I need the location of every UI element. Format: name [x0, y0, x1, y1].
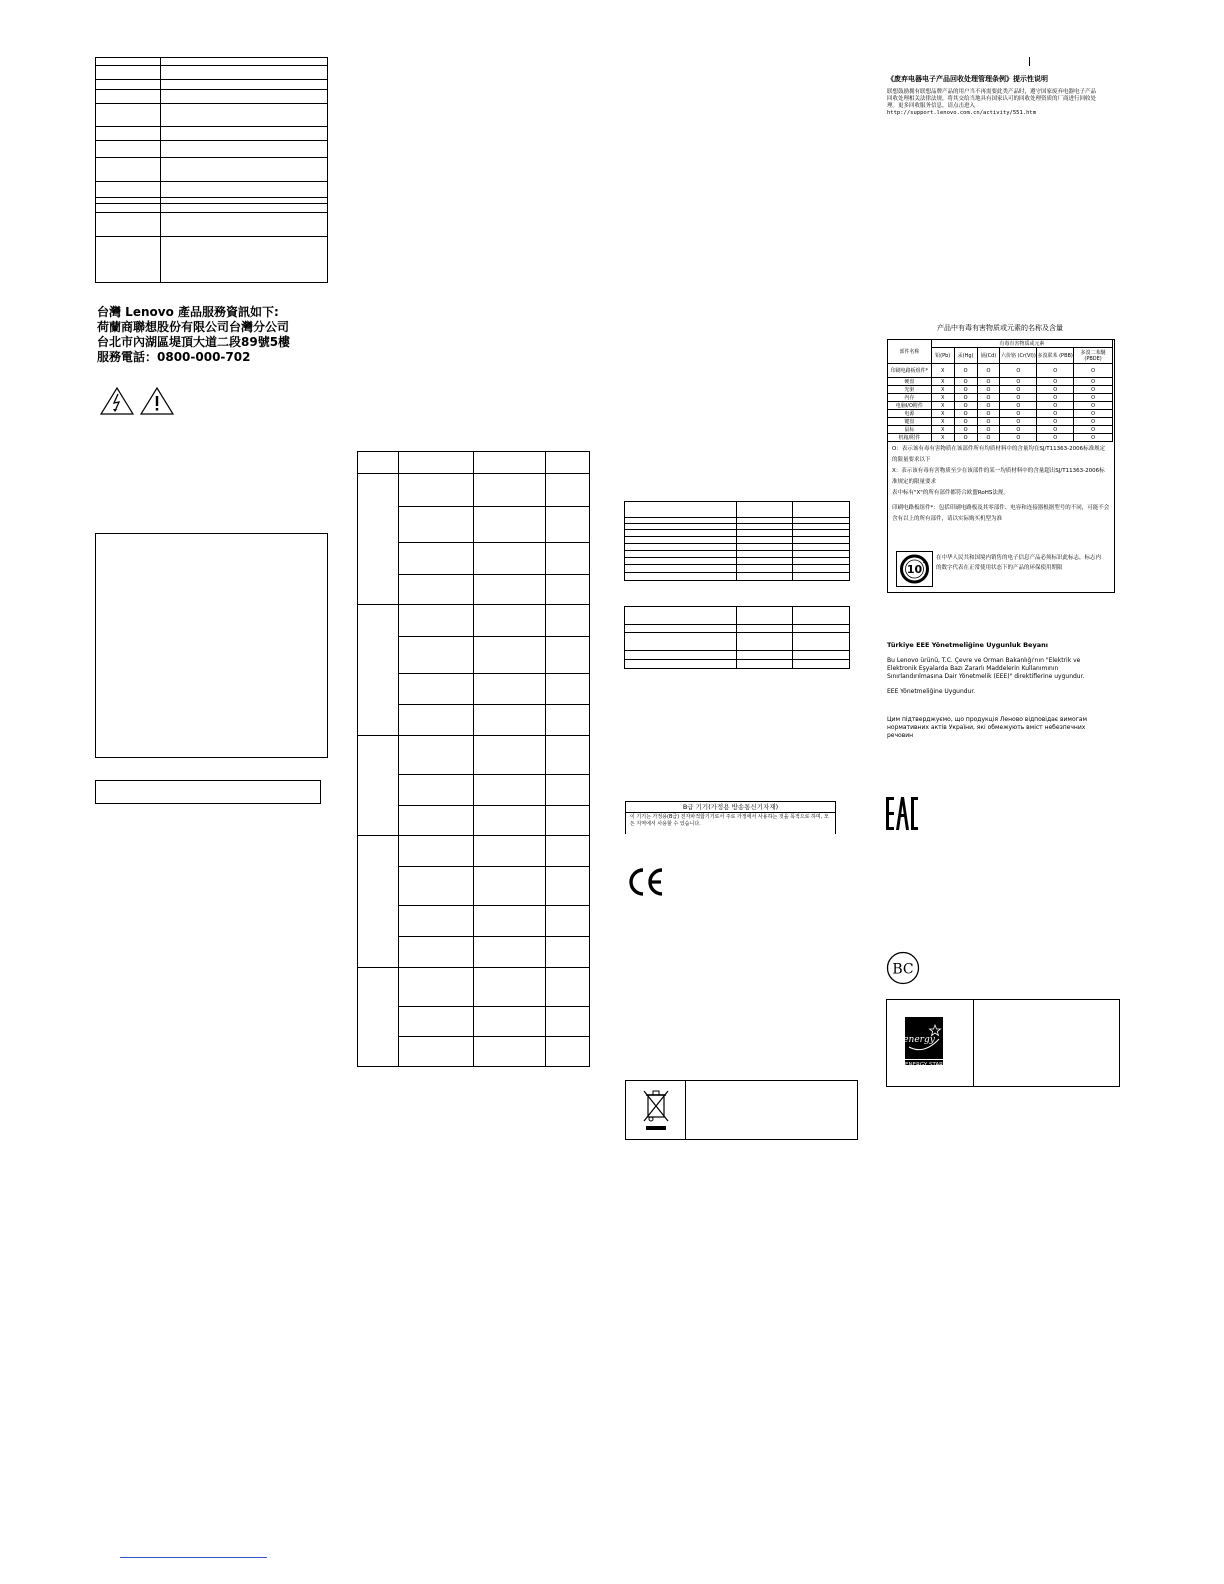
hazard-note-rohs: 表中标有"X"的所有部件都符合欧盟RoHS法规。 — [892, 490, 1009, 496]
korea-notice-body: 이 기기는 가정용(B급) 전자파적합기기로서 주로 가정에서 사용하는 것을 목적으로 하며, 모든 지역에서 사용할 수 있습니다. — [630, 814, 829, 827]
hazard-part-name: 电脑I/O附件 — [888, 402, 932, 410]
hazard-table-row — [888, 394, 1113, 402]
epup-10-icon — [897, 552, 932, 586]
hazard-substance-header: 汞(Hg) — [954, 348, 977, 364]
energy-script-text: energy — [905, 1035, 935, 1045]
hazard-header-group: 有毒有害物质或元素 — [931, 340, 1112, 348]
hazard-value-cell: X — [931, 378, 954, 386]
notice-bar — [95, 780, 321, 804]
hazard-value-cell: O — [1000, 394, 1037, 402]
hazard-note-o: O：表示该有毒有害物质在该部件所有均质材料中的含量均在SJ/T11363-2006标准规定的限量要求以下 — [892, 446, 1106, 463]
hazard-table-row — [888, 410, 1113, 418]
hazard-value-cell: O — [977, 410, 1000, 418]
energy-star-icon — [905, 1017, 943, 1055]
taiwan-info-line-3: 台北市內湖區堤頂大道二段89號5樓 — [97, 335, 291, 349]
hazard-value-cell: O — [1037, 364, 1074, 378]
hazard-part-name: 电源 — [888, 410, 932, 418]
hazard-substance-header: 铅(Pb) — [931, 348, 954, 364]
hazard-value-cell: O — [1074, 378, 1113, 386]
hazard-value-cell: X — [931, 410, 954, 418]
blank-table-a — [624, 501, 850, 581]
blank-grouped-table — [357, 451, 590, 1067]
hazard-value-cell: O — [1074, 426, 1113, 434]
energy-star-logo — [905, 1017, 943, 1068]
blank-spec-table — [95, 57, 328, 283]
hazard-table-row — [888, 434, 1113, 442]
hazard-value-cell: O — [1074, 418, 1113, 426]
hazard-value-cell: O — [1000, 418, 1037, 426]
taiwan-service-info — [97, 305, 290, 365]
hazard-value-cell: O — [977, 402, 1000, 410]
hazard-part-name: 印刷电路板组件* — [888, 364, 932, 378]
epup-section — [896, 551, 1108, 587]
hazard-value-cell: O — [954, 426, 977, 434]
turkey-body: Bu Lenovo ürünü, T.C. Çevre ve Orman Bakanlığı'nın "Elektrik ve Elektronik Eşyalarda Bazı Zararlı Maddelerin Kullanımının Sınırlandırılmasına Dair Yönetmelik (EEE)" direktiflerine uygundur. — [887, 657, 1085, 680]
ce-mark-icon — [626, 866, 666, 898]
energy-star-box — [886, 999, 1120, 1087]
caution-warning-icon — [139, 386, 175, 416]
hazard-value-cell: X — [931, 386, 954, 394]
hazard-notes — [888, 442, 1114, 525]
china-recycling-text: 联想鼓励拥有联想品牌产品的用户当不再需要此类产品时，遵守国家废弃电器电子产品回收处理相关法律法规，将其交给当地具有国家认可的回收处理资质的厂商进行回收处理。更多回收服务信息，请点击进入 — [887, 89, 1097, 109]
china-recycling-body — [887, 89, 1097, 117]
hazard-value-cell: X — [931, 418, 954, 426]
hazard-part-name: 键盘 — [888, 418, 932, 426]
hazard-table-row — [888, 418, 1113, 426]
crossed-out-bin-icon — [641, 1087, 671, 1133]
hazard-value-cell: O — [954, 418, 977, 426]
hazard-substance-header: 六价铬 (Cr(VI)) — [1000, 348, 1037, 364]
hazard-value-cell: O — [1000, 386, 1037, 394]
hazard-note-pcb: 印刷电路板组件*：包括印刷电路板及其零部件、电容和连接器根据型号的不同，可能不会含有以上的所有部件，请以实际购买机型为准 — [892, 505, 1110, 522]
hazard-value-cell: X — [931, 402, 954, 410]
taiwan-info-line-2: 荷蘭商聯想股份有限公司台灣分公司 — [97, 320, 290, 334]
hazard-value-cell: O — [1037, 394, 1074, 402]
hazard-table-row — [888, 402, 1113, 410]
hazard-value-cell: O — [1074, 364, 1113, 378]
epup-text: 在中华人民共和国境内销售的电子信息产品必须标识此标志，标志内的数字代表在正常使用状态下的产品的环保使用期限 — [936, 555, 1102, 571]
hazard-value-cell: O — [1000, 402, 1037, 410]
hazard-value-cell: O — [954, 386, 977, 394]
top-marker-line — [1029, 57, 1030, 66]
hazard-value-cell: O — [1000, 364, 1037, 378]
hazard-value-cell: O — [977, 426, 1000, 434]
hazard-table — [887, 339, 1113, 442]
korea-class-b-notice — [625, 801, 836, 834]
hazard-value-cell: O — [1000, 378, 1037, 386]
hazard-value-cell: O — [1037, 410, 1074, 418]
electric-shock-warning-icon — [99, 386, 135, 416]
china-recycling-url[interactable]: http://support.lenovo.com.cn/activity/551.htm — [887, 110, 1037, 116]
blank-table-b — [624, 606, 850, 669]
hazard-value-cell: O — [1037, 426, 1074, 434]
hazard-value-cell: O — [954, 378, 977, 386]
hazard-table-frame — [887, 339, 1115, 593]
hazard-value-cell: O — [954, 410, 977, 418]
turkey-conform: EEE Yönetmeliğine Uygundur. — [887, 688, 976, 695]
hazard-value-cell: O — [1037, 386, 1074, 394]
hazard-value-cell: O — [1074, 434, 1113, 442]
hazard-value-cell: X — [931, 434, 954, 442]
notice-box — [95, 533, 328, 758]
hazard-table-row — [888, 378, 1113, 386]
hazard-value-cell: O — [954, 434, 977, 442]
bc-mark-text: BC — [892, 961, 914, 978]
hazard-table-row — [888, 386, 1113, 394]
hazard-part-name: 光驱 — [888, 386, 932, 394]
hazard-value-cell: O — [1037, 434, 1074, 442]
hazard-value-cell: O — [1000, 426, 1037, 434]
hazard-value-cell: O — [954, 364, 977, 378]
hazard-substance-header: 镉(Cd) — [977, 348, 1000, 364]
hazard-value-cell: O — [977, 378, 1000, 386]
hazard-value-cell: O — [1074, 402, 1113, 410]
bc-mark-icon — [886, 951, 920, 985]
hazard-value-cell: O — [1000, 410, 1037, 418]
taiwan-info-line-4: 服務電話：0800-000-702 — [97, 350, 251, 364]
hazard-value-cell: X — [931, 364, 954, 378]
hazard-value-cell: O — [1037, 418, 1074, 426]
korea-notice-title: B급 기기(가정용 방송통신기자재) — [626, 802, 835, 813]
footer-link-underline[interactable] — [120, 1557, 267, 1558]
hazard-value-cell: O — [1000, 434, 1037, 442]
china-recycling-title: 《废弃电器电子产品回收处理管理条例》提示性说明 — [887, 75, 1048, 83]
hazard-value-cell: O — [1037, 402, 1074, 410]
energy-star-label: ENERGY STAR — [905, 1059, 943, 1070]
hazard-part-name: 机箱/附件 — [888, 434, 932, 442]
hazard-substance-header: 多溴联苯 (PBB) — [1037, 348, 1074, 364]
hazard-value-cell: X — [931, 394, 954, 402]
weee-box — [625, 1080, 858, 1140]
hazard-value-cell: O — [977, 434, 1000, 442]
hazard-part-name: 硬盘 — [888, 378, 932, 386]
hazard-header-part: 部件名称 — [888, 340, 932, 364]
hazard-value-cell: X — [931, 426, 954, 434]
hazard-table-row — [888, 426, 1113, 434]
hazard-value-cell: O — [1074, 386, 1113, 394]
hazard-value-cell: O — [1037, 378, 1074, 386]
hazard-value-cell: O — [977, 418, 1000, 426]
hazard-part-name: 内存 — [888, 394, 932, 402]
hazard-substance-header: 多溴二苯醚 (PBDE) — [1074, 348, 1113, 364]
ukraine-body: Цим підтверджуємо, що продукція Леново відповідає вимогам нормативних актів України, які обмежують вміст небезпечних речовин — [887, 716, 1087, 739]
hazard-table-title: 产品中有毒有害物质或元素的名称及含量 — [937, 324, 1063, 332]
hazard-value-cell: O — [954, 394, 977, 402]
hazard-value-cell: O — [1074, 394, 1113, 402]
hazard-value-cell: O — [954, 402, 977, 410]
hazard-value-cell: O — [1074, 410, 1113, 418]
eac-mark-icon — [886, 797, 918, 830]
hazard-value-cell: O — [977, 394, 1000, 402]
turkey-title: Türkiye EEE Yönetmeliğine Uygunluk Beyanı — [887, 641, 1048, 649]
hazard-note-x: X：表示该有毒有害物质至少在该部件的某一均质材料中的含量超出SJ/T11363-2006标准规定的限量要求 — [892, 468, 1105, 485]
hazard-table-row — [888, 364, 1113, 378]
hazard-part-name: 鼠标 — [888, 426, 932, 434]
hazard-value-cell: O — [977, 364, 1000, 378]
taiwan-info-line-1: 台灣 Lenovo 產品服務資訊如下: — [97, 305, 279, 319]
hazard-value-cell: O — [977, 386, 1000, 394]
epup-number: 10 — [906, 563, 923, 576]
